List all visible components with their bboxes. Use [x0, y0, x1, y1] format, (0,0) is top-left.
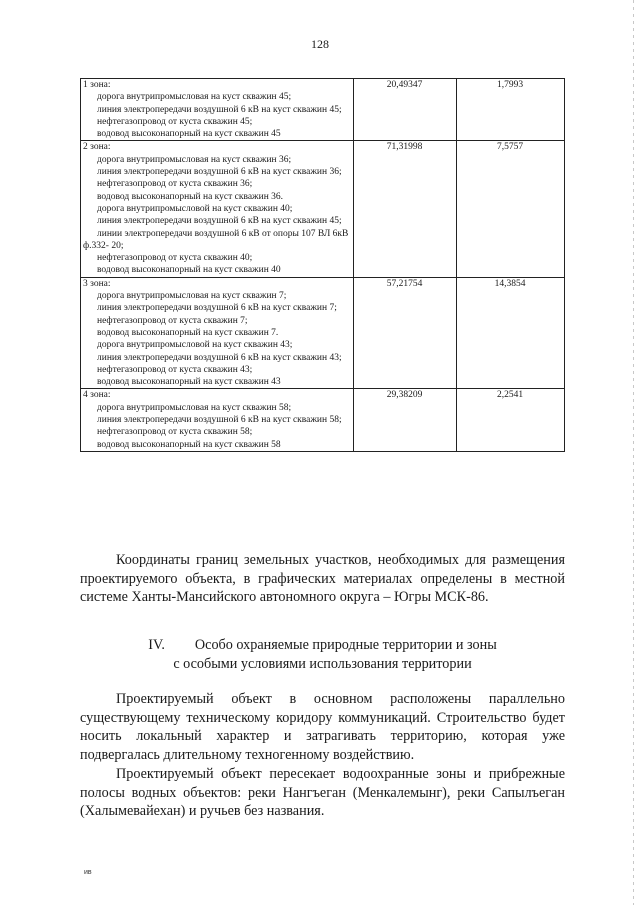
- zone-item: водовод высоконапорный на куст скважин 36.: [97, 191, 284, 202]
- zone-item: водовод высоконапорный на куст скважин 43: [97, 377, 281, 388]
- zone-item: дорога внутрипромысловая на куст скважин 58;: [97, 402, 292, 413]
- zone-area-value: 29,38209: [354, 389, 457, 451]
- zone-description-cell: [81, 79, 354, 141]
- table-row: [81, 141, 565, 277]
- zones-table: [80, 78, 565, 452]
- table-row: [81, 389, 565, 451]
- zone-label: 1 зона:: [83, 80, 111, 90]
- section-heading: [80, 636, 565, 673]
- section-number: IV.: [148, 637, 165, 653]
- zone-item: линия электропередачи воздушной 6 кВ на куст скважин 45;: [97, 104, 342, 115]
- zone-item: водовод высоконапорный на куст скважин 45: [97, 129, 281, 140]
- zone-item: дорога внутрипромысловая на куст скважин 36;: [97, 154, 292, 165]
- zone-item: дорога внутрипромысловая на куст скважин 7;: [97, 291, 287, 302]
- section-heading-line1: [80, 636, 565, 655]
- zone-item: линия электропередачи воздушной 6 кВ на куст скважин 7;: [97, 303, 337, 314]
- zones-table-body: [81, 79, 565, 452]
- zone-item: дорога внутрипромысловой на куст скважин 40;: [97, 203, 293, 214]
- zone-description-cell: [81, 389, 354, 451]
- zone-item: линия электропередачи воздушной 6 кВ на куст скважин 58;: [97, 415, 342, 426]
- zone-label: 3 зона:: [83, 278, 111, 289]
- section-title-line2: с особыми условиями использования территории: [173, 655, 472, 672]
- footer-mark: ив: [84, 869, 92, 876]
- zone-item: водовод высоконапорный на куст скважин 7.: [97, 327, 279, 338]
- zone-secondary-value: 14,3854: [457, 277, 565, 389]
- zone-item: нефтегазопровод от куста скважин 36;: [97, 179, 253, 190]
- zone-item: нефтегазопровод от куста скважин 43;: [97, 364, 253, 375]
- zone-description-cell: [81, 277, 354, 389]
- page-number: 128: [311, 37, 329, 51]
- zone-item: дорога внутрипромысловая на куст скважин 45;: [97, 92, 292, 103]
- zone-area-value: 20,49347: [354, 79, 457, 141]
- zone-item: линии электропередачи воздушной 6 кВ от опоры 107 ВЛ 6кВ ф.332- 20;: [83, 228, 349, 251]
- zone-description-cell: [81, 141, 354, 277]
- zone-secondary-value: 7,5757: [457, 141, 565, 277]
- zone-item: линия электропередачи воздушной 6 кВ на куст скважин 36;: [97, 167, 342, 178]
- zone-item: нефтегазопровод от куста скважин 40;: [97, 253, 253, 264]
- zone-item: дорога внутрипромысловой на куст скважин 43;: [97, 340, 293, 351]
- table-row: [81, 277, 565, 389]
- zone-item: нефтегазопровод от куста скважин 45;: [97, 116, 253, 127]
- coordinates-paragraph: Координаты границ земельных участков, необходимых для размещения проектируемого объекта, в графических материалах определены в местной системе Ханты-Мансийского автономного округа – Югры МСК-86.: [80, 552, 565, 606]
- zone-item: нефтегазопровод от куста скважин 7;: [97, 315, 248, 326]
- zone-item: линия электропередачи воздушной 6 кВ на куст скважин 43;: [97, 352, 342, 363]
- zone-item: водовод высоконапорный на куст скважин 40: [97, 265, 281, 276]
- zone-item: нефтегазопровод от куста скважин 58;: [97, 427, 253, 438]
- zone-item: водовод высоконапорный на куст скважин 58: [97, 439, 281, 450]
- scan-edge-line: [633, 0, 634, 905]
- section-title-line1: Особо охраняемые природные территории и зоны: [194, 637, 497, 653]
- zone-area-value: 57,21754: [354, 277, 457, 389]
- zone-secondary-value: 1,7993: [457, 79, 565, 141]
- object-paragraph: Проектируемый объект в основном расположены параллельно существующему техническому коридору коммуникаций. Строительство будет носить локальный характер и затрагивать территорию, которая уже подвергалась длительному техногенному воздействию.: [80, 691, 565, 763]
- zone-area-value: 71,31998: [354, 141, 457, 277]
- water-paragraph: Проектируемый объект пересекает водоохранные зоны и прибрежные полосы водных объектов: реки Нангъеган (Менкалемынг), реки Сапылъеган (Халымевайехан) и ручьев без названия.: [80, 766, 565, 820]
- zone-secondary-value: 2,2541: [457, 389, 565, 451]
- zone-item: линия электропередачи воздушной 6 кВ на куст скважин 45;: [97, 216, 342, 227]
- zone-label: 2 зона:: [83, 142, 111, 153]
- zone-label: 4 зона:: [83, 390, 111, 401]
- table-row: [81, 79, 565, 141]
